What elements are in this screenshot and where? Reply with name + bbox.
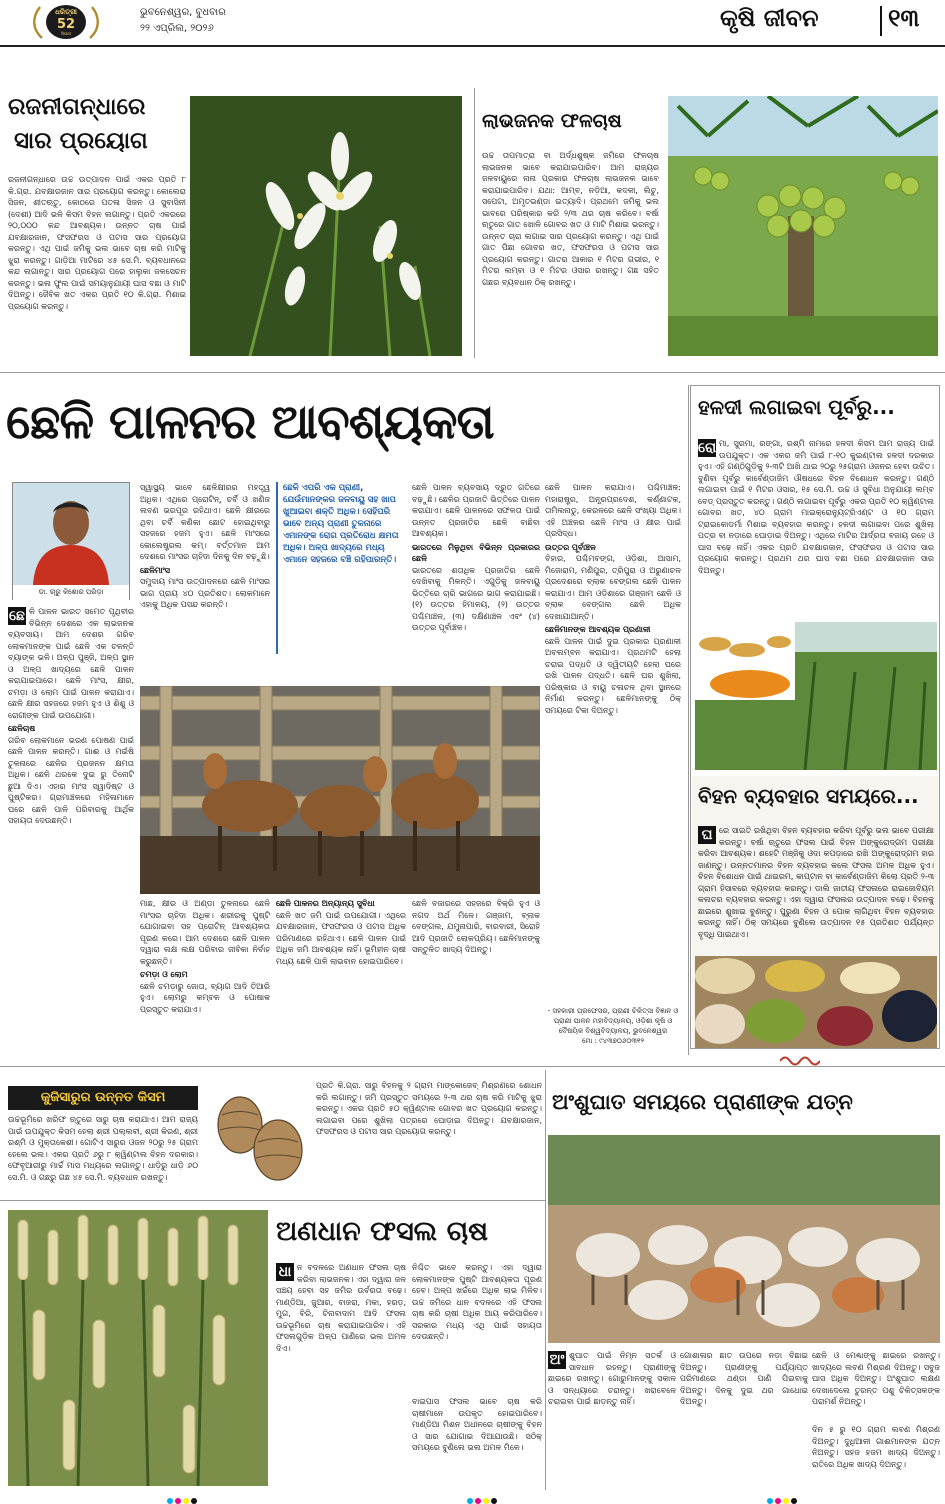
goat-subhead2: ଛେଳିମାଂସ — [140, 565, 170, 575]
millet-col2: ନିଶ୍ଚିତ ଭାବେ କରନ୍ତୁ। ଏହା ଦ୍ୱାରା ଲୋକମାନଙ୍କ ପୁଷ୍ଟି ଆବଶ୍ୟକତା ପୂରଣ ହେବ। ଅଳ୍ପ ଖର୍ଚ୍ଚରେ ଅଧିକ ଲାଭ ମିଳିବ। ଉଚ୍ଚ ଜମିରେ ଧାନ ବଦଳରେ ଏହି ଫସଲ ଚାଷ କରି ଚାଷୀ ଅଧିକ ଆୟ କରିପାରିବେ। ସରକାର ମଧ୍ୟ ଏଥି ପାଇଁ ସହାୟତା ଦେଉଛନ୍ତି। — [412, 1263, 542, 1341]
heat-body: ଶୁଘାତ ପାଇଁ ନିମ୍ନ ସତର୍କ ଓ ସାବଧାନ ରହନ୍ତୁ। ପ୍ରାଣୀଙ୍କୁ ଛାଇରେ ରଖନ୍ତୁ। ଗୋରୁମାନଙ୍କୁ ସକାଳ ଓ ସନ୍ଧ୍ୟାରେ ଚରାନ୍ତୁ। ଖରାବେଳେ ଚରାଇବା ପାଇଁ ଛାଡ଼ନ୍ତୁ ନାହିଁ। — [548, 1351, 676, 1406]
goat-subhead6: ଚମଡ଼ା ଓ ଲୋମ — [140, 970, 188, 979]
goat-subhead4: ଉତ୍ତର ପୂର୍ବାଞ୍ଚଳ — [545, 542, 596, 552]
millet-col1 — [276, 1262, 406, 1490]
goat-col3b: ଭାରତରେ ଶତାଧିକ ପ୍ରଜାତିର ଛେଳି ଦେଖିବାକୁ ମିଳନ୍ତି। ଏଗୁଡ଼ିକୁ ଜଳବାୟୁ ଭିତ୍ତିରେ ଚାରି ଭାଗରେ ଭାଗ କରାଯାଇଛି। (୧) ଉତ୍ତର ହିମାଳୟ, (୨) ଉତ୍ତର ପଶ୍ଚିମାଞ୍ଚଳ, (୩) ଦକ୍ଷିଣାଞ୍ଚଳ ଏବଂ (୪) ଉତ୍ତର ପୂର୍ବାଞ୍ଚଳ। — [412, 565, 540, 632]
seeds-illustration — [695, 956, 937, 1048]
turmeric-illustration — [695, 622, 937, 770]
tuberose-illustration — [190, 96, 462, 356]
masthead-rule — [0, 45, 945, 47]
goat-lower1-text: ମାଛ, କ୍ଷୀର ଓ ଅଣ୍ଡା ତୁଳନାରେ ଛେଳି ମାଂସର ଚାହିଦା ଅଧିକ। ଶରୀରକୁ ପୁଷ୍ଟି ଯୋଗାଇବା ସହ ପ୍ରୋଟିନ୍ ଆବଶ୍ୟକତା ପୂରଣ କରେ। ଆମ ଦେଶରେ ଛେଳି ପାଳନ ଦ୍ୱାରା ଲକ୍ଷ ଲକ୍ଷ ପରିବାର ଜୀବିକା ନିର୍ବାହ କରୁଛନ୍ତି। — [140, 899, 270, 966]
goat-lower3 — [412, 898, 540, 1048]
rajanigandha-title-line1: ରଜନୀଗନ୍ଧାରେ — [8, 94, 146, 120]
goat-col2-text: ସ୍ୱାସ୍ଥ୍ୟ ଭାବେ ଛେଳିକ୍ଷୀରର ମହତ୍ତ୍ୱ ଅଧିକ। ଏଥିରେ ପ୍ରୋଟିନ୍, ଚର୍ବି ଓ ଖଣିଜ ଲବଣ ଭରପୂର ରହିଥାଏ। ଛେଳି କ୍ଷୀରରେ ଥିବା ଚର୍ବି କଣିକା ଛୋଟ ହୋଇଥିବାରୁ ସହଜରେ ହଜମ ହୁଏ। ଛେଳି ମାଂସରେ କୋଲେଷ୍ଟ୍ରଲ କମ୍। ବର୍ତ୍ତମାନ ଆମ ଦେଶରେ ମାଂସର ଚାହିଦା ଦିନକୁ ଦିନ ବଢ଼ୁଛି। — [140, 483, 270, 561]
goat-col2b: ସମୁଦାୟ ମାଂସ ଉତ୍ପାଦନରେ ଛେଳି ମାଂସର ଭାଗ ପ୍ରାୟ ୪୦ ପ୍ରତିଶତ। ଲୋକମାନେ ଏହାକୁ ଅଧିକ ପସନ୍ଦ କରନ୍ତି। — [140, 577, 270, 609]
logo-badge — [30, 3, 102, 41]
taro-photo — [200, 1080, 310, 1190]
millet-illustration — [8, 1210, 268, 1486]
turmeric-photo — [695, 622, 937, 770]
millet-photo — [8, 1210, 268, 1486]
goat-col3 — [412, 482, 540, 682]
turmeric-dropcap: ରୋ — [698, 440, 717, 456]
dateline-city: ଭୁବନେଶ୍ୱର, ବୁଧବାର — [140, 7, 226, 18]
goat-col1b: ଗରିବ ଲୋକମାନେ ଭରଣ ପୋଷଣ ପାଇଁ ଛେଳି ପାଳନ କରନ୍ତି। ଗାଈ ଓ ମଇଁଷି ତୁଳନାରେ ଛେଳିର ପ୍ରଜନନ କ୍ଷମତା ଅଧିକ। ଛେଳି ଥରକେ ଦୁଇ ରୁ ତିନୋଟି ଛୁଆ ଦିଏ। ଏହାର ମାଂସ ସ୍ୱାଦିଷ୍ଟ ଓ ପୁଷ୍ଟିକର। ଗ୍ରାମାଞ୍ଚଳରେ ମହିଳାମାନେ ଘରେ ଛେଳି ପାଳି ପରିବାରକୁ ଆର୍ଥିକ ସହାୟତା ଦେଉଛନ୍ତି। — [8, 735, 134, 825]
section-divider — [880, 6, 882, 36]
heat-col3: ଛେଳି ଓ ମେଣ୍ଢାଙ୍କୁ ଛାଇରେ ରଖନ୍ତୁ। ଖାଦ୍ୟରେ ଲବଣ ମିଶ୍ରଣ ଦିଅନ୍ତୁ। ସବୁଜ ଘାସ ଅଧିକ ଦିଅନ୍ତୁ। ଅଂଶୁଘାତ ଲକ୍ଷଣ ଦେଖାଦେଲେ ତୁରନ୍ତ ପଶୁ ଚିକିତ୍ସକଙ୍କ ପରାମର୍ଶ ନିଅନ୍ତୁ। — [812, 1351, 940, 1406]
heat-col1 — [548, 1350, 676, 1490]
goat-subhead5: ଛେଳିମାନଙ୍କ ଆବଶ୍ୟକ ପ୍ରଣାଳୀ — [545, 625, 651, 634]
turmeric-title: ହଳଦୀ ଲଗାଇବା ପୂର୍ବରୁ... — [698, 395, 895, 419]
heat-col4: ଦିନ ୫ ରୁ ୧୦ ଗ୍ରାମ ଲବଣ ମିଶ୍ରଣ ଦିଅନ୍ତୁ। ଦୁଧିଆଳୀ ଗାଈମାନଙ୍କ ଯତ୍ନ ନିଅନ୍ତୁ। ସହଜ ହଜମ ଖାଦ୍ୟ ଦିଅନ୍ତୁ। ରାତିରେ ଅଧିକ ଖାଦ୍ୟ ଦିଅନ୍ତୁ। — [812, 1425, 940, 1469]
top-column-rule — [474, 88, 475, 358]
tuberose-photo — [190, 96, 462, 356]
goat-lower2-text: ଛେଳି ଖତ ଜମି ପାଇଁ ଉପଯୋଗୀ। ଏଥିରେ ଯବକ୍ଷାରଜାନ, ଫସଫରସ ଓ ପଟାସ ଅଧିକ ପରିମାଣରେ ରହିଥାଏ। ଛେଳି ପାଳନ ପାଇଁ ଅଧିକ ଜମି ଆବଶ୍ୟକ ନାହିଁ। ଭୂମିହୀନ ଚାଷୀ ମଧ୍ୟ ଛେଳି ପାଳି ଲାଭବାନ ହୋଇପାରିବେ। — [276, 910, 406, 966]
goat-subhead1: ଛେଳିଚାଷ — [8, 724, 36, 733]
goat-col4c: ଛେଳି ପାଳନ ପାଇଁ ଦୁଇ ପ୍ରକାର ପ୍ରଣାଳୀ ଅବଲମ୍ବନ କରାଯାଏ। ପ୍ରଥମଟି ହେଲା ଚରାଇ ପଦ୍ଧତି ଓ ଦ୍ୱିତୀୟଟି ହେଲା ଘରେ ରଖି ପାଳନ ପଦ୍ଧତି। ଛେଳି ଘର ଶୁଖିଲା, ପରିଷ୍କାର ଓ ବାୟୁ ଚଳାଚଳ ଥିବା ସ୍ଥାନରେ ନିର୍ମାଣ କରନ୍ତୁ। ଛେଳିମାନଙ୍କୁ ଠିକ୍ ସମୟରେ ଟିକା ଦିଅନ୍ତୁ। — [545, 636, 681, 715]
seed-photo — [695, 956, 937, 1048]
kujisaru-title: କୁଜିସାରୁର ଉନ୍ନତ କିସମ — [40, 1090, 166, 1105]
goat-headline: ଛେଳି ପାଳନର ଆବଶ୍ୟକତା — [6, 394, 494, 450]
heat-col2: ଗୋଶାଳାର ଛାତ ଉପରେ ନଡ଼ା ବିଛାଇ ଦିଅନ୍ତୁ। ପ୍ରାଣୀଙ୍କୁ ପର୍ଯ୍ୟାପ୍ତ ପରିମାଣରେ ଥଣ୍ଡା ପାଣି ପିଇବାକୁ ଦିଅନ୍ତୁ। ଦିନକୁ ଦୁଇ ଥର ଗାଧୋଇ ଦିଅନ୍ତୁ। — [680, 1351, 808, 1406]
goat-byline-text: - ସହକାରୀ ପ୍ରଫେସର, ପ୍ରାଣୀ ଚିକିତ୍ସା ବିଜ୍ଞାନ ଓ ପ୍ରାଣୀ ପାଳନ ମହାବିଦ୍ୟାଳୟ, ଓଡ଼ିଶା କୃଷି ଓ ବୈଷୟିକ ବିଶ୍ୱବିଦ୍ୟାଳୟ, ଭୁବନେଶ୍ୱର — [547, 1007, 679, 1035]
kujisaru-rule — [0, 1200, 545, 1201]
goat-col1-text: ଳି ପାଳନ ଭାରତ ସମେତ ପୃଥିବୀର ବିଭିନ୍ନ ଦେଶରେ ଏକ ଲାଭଜନକ ବ୍ୟବସାୟ। ଆମ ଦେଶର ଗରିବ ଲୋକମାନଙ୍କ ପାଇଁ ଛେଳି ଏକ ଚଳନ୍ତି ବ୍ୟାଙ୍କ ଭଳି। ଅଳ୍ପ ପୁଞ୍ଜି, ଅଳ୍ପ ସ୍ଥାନ ଓ ଅଳ୍ପ ଖାଦ୍ୟରେ ଛେଳି ପାଳନ କରାଯାଇପାରେ। ଛେଳି ମାଂସ, କ୍ଷୀର, ଚମଡ଼ା ଓ ଲୋମ ପାଇଁ ପାଳନ କରାଯାଏ। ଛେଳି କ୍ଷୀର ସହଜରେ ହଜମ ହୁଏ ଓ ଶିଶୁ ଓ ରୋଗୀଙ୍କ ପାଇଁ ଉପଯୋଗୀ। — [8, 607, 134, 720]
goat-lower2 — [276, 898, 406, 1048]
goat-lower3-text: ଛେଳି ବଜାରରେ ସହଜରେ ବିକ୍ରି ହୁଏ ଓ ନଗଦ ଅର୍ଥ ମିଳେ। ଗଞ୍ଜାମ, ବ୍ଲାକ ବେଙ୍ଗଲ, ଯମୁନାପାରି, ବାରବାରୀ, ସିରୋହି ଆଦି ପ୍ରଜାତି ଲୋକପ୍ରିୟ। ଛେଳିମାନଙ୍କୁ ସନ୍ତୁଳିତ ଖାଦ୍ୟ ଦିଅନ୍ତୁ। — [412, 899, 540, 954]
logo-line: ଧରିତ୍ରୀ — [55, 8, 77, 16]
goat-subhead3: ଭାରତରେ ମିଳୁଥିବା ବିଭିନ୍ନ ପ୍ରକାରର ଛେଳି — [412, 542, 540, 563]
heat-title: ଅଂଶୁଘାତ ସମୟରେ ପ୍ରାଣୀଙ୍କ ଯତ୍ନ — [552, 1090, 853, 1114]
middle-section-rule — [0, 1066, 945, 1067]
rajanigandha-body: ରଜନୀଗନ୍ଧାରେ ଉଚ୍ଚ ଉତ୍ପାଦନ ପାଇଁ ଏକର ପ୍ରତି ୮ କି.ଗ୍ରା. ଯବକ୍ଷାରଜାନ ସାର ପ୍ରୟୋଗ କରନ୍ତୁ। କୋଲେରା ସିଜନ, ଶୀତଋତୁ, କୋଠରେ ପତଳା ସିଜନ ଓ ସୁବାସିନୀ (ଦେଶୀ) ଆଦି ଭଳି କିସମ ବିହନ ଲଗାନ୍ତୁ। ପ୍ରତି ଏକରରେ ୨୦,୦୦୦ କନ୍ଦ ଆବଶ୍ୟକ। ଉନ୍ନତ ଚାଷ ପାଇଁ ଯବକ୍ଷାରଜାନ, ଫସଫରସ ଓ ପଟାସ ସାର ପ୍ରୟୋଗ କରନ୍ତୁ। ଏଥି ପାଇଁ ଜମିକୁ ଭଲ ଭାବେ ଚାଷ କରି ମାଟିକୁ ଝୁରା କରନ୍ତୁ। ଗାଡ଼ିଆ ମାଟିରେ ୪୫ ସେ.ମି. ବ୍ୟବଧାନରେ କନ୍ଦ ଲଗାନ୍ତୁ। ସାର ପ୍ରୟୋଗ ପରେ ହାଲୁକା ଜଳସେଚନ କରନ୍ତୁ। ଭଲ ଫୁଲ ପାଇଁ ସମୟାନୁଯାୟୀ ଘାସ ବଛା ଓ ମାଟି ଦିଅନ୍ତୁ। ଜୈବିକ ଖତ ଏକର ପ୍ରତି ୧୦ କି.ଗ୍ରା. ମିଶାଇ ପ୍ରୟୋଗ କରନ୍ତୁ। — [8, 175, 186, 311]
coconut-photo — [668, 96, 938, 356]
rajanigandha-title-line2: ସାର ପ୍ରୟୋଗ — [14, 128, 148, 154]
goat-turmeric-rule — [688, 385, 689, 1055]
fruit-title: ଲାଭଜନକ ଫଳଚାଷ — [482, 110, 622, 132]
cattle-illustration — [548, 1135, 940, 1343]
goat-col2 — [140, 482, 270, 652]
goat-quote-text: ଛେଳି ଏପରି ଏକ ପ୍ରାଣୀ, ଯେଉଁମାନଙ୍କର ଜଳବାୟୁ ସହ ଖାପ ଖୁଆଇବା ଶକ୍ତି ଅଧିକ। ସେହିପରି ଭାବେ ଅନ୍ୟ ପ୍ରାଣୀ ତୁଳନାରେ ଏମାନଙ୍କ ରୋଗ ପ୍ରତିରୋଧ କ୍ଷମତା ଅଧିକ। ଅଳ୍ପ ଖାଦ୍ୟରେ ମଧ୍ୟ ଏମାନେ ସହଜରେ ବଞ୍ଚି ରହିପାରନ୍ତି। — [283, 483, 399, 565]
turmeric-body: ମା, ସୁରମା, ରଙ୍ଗା, ରଶ୍ମି ନାମରେ ହଳଦୀ କିସମ ଆମ ରାଜ୍ୟ ପାଇଁ ଉପଯୁକ୍ତ। ଏକ ଏକର ଜମି ପାଇଁ ୮-୧୦ କୁଇଣ୍ଟାଲ ହଳଦୀ ଦରକାର ହୁଏ। ଏହି ଗଣ୍ଠିଗୁଡ଼ିକୁ ୨-୩ଟି ଆଖି ଥାଇ ୨୦ରୁ ୨୫ଗ୍ରାମ ଓଜନର ହେବା ଉଚିତ। ବୁଣିବା ପୂର୍ବରୁ କାର୍ବେଣ୍ଡାଜିମ ଔଷଧରେ ବିହନ ବିଶୋଧନ କରନ୍ତୁ। ଗଣ୍ଠି ଲଗାଇବା ପାଇଁ ୧ ମିଟର ଓସାର, ୧୫ ସେ.ମି. ଉଚ୍ଚ ଓ ସୁବିଧା ଅନୁଯାୟୀ ଲମ୍ବ ବେଡ୍ ପ୍ରସ୍ତୁତ କରନ୍ତୁ। ଗଣ୍ଠି ଲଗାଇବା ପୂର୍ବରୁ ଏକର ପ୍ରତି ୧୦ କ୍ୱିଣ୍ଟାଲ ଗୋବର ଖତ, ୪୦ ଗ୍ରାମ ମାଇକ୍ରୋନ୍ୟୁଟ୍ରିଏଣ୍ଟ ଓ ୧୦ ଗ୍ରାମ ଟ୍ରାଇକୋଡର୍ମା ମିଶାଇ ବ୍ୟବହାର କରନ୍ତୁ। ହଳଦୀ ଲଗାଇବା ପରେ ଶୁଖିଲା ପତ୍ର ବା ନଡ଼ାରେ ଘୋଡ଼ାଇ ଦିଅନ୍ତୁ। ଏଥିରେ ମାଟିର ଆର୍ଦ୍ରତା ବଜାୟ ରହେ ଓ ଘାସ ବଢ଼େ ନାହିଁ। ଏକର ପ୍ରତି ଯବକ୍ଷାରଜାନ, ଫସଫରସ ଓ ପଟାସ ସାର ପ୍ରୟୋଗ କରନ୍ତୁ। ପ୍ରଥମ ଥର ଘାସ ବଛା ପରେ ଯବକ୍ଷାରଜାନ ସାର ଦିଅନ୍ତୁ। — [698, 439, 934, 575]
seed-body-wrap — [698, 825, 934, 953]
page-number: ୧୩ — [888, 4, 920, 32]
section-title: କୃଷି ଜୀବନ — [720, 4, 819, 32]
dateline-date: ୨୨ ଏପ୍ରିଲ, ୨୦୨୬ — [140, 23, 214, 34]
seed-dropcap: ଘ — [698, 826, 716, 844]
millet-body: ନ ବଦଳରେ ଅଣଧାନ ଫସଲ ଚାଷ କରିବା ଲାଭଜନକ। ଏହା ଦ୍ୱାରା ଜଳ ସଞ୍ଚୟ ହେବା ସହ ଜମିର ଉର୍ବରତା ବଢ଼େ। ମାଣ୍ଡିଆ, ଜୁଆର, ବାଜରା, ମକା, ହରଡ଼, ମୁଗ, ବିରି, ଚିନାବାଦାମ ଆଦି ଫସଲ ଉଚ୍ଚଭୂମିରେ ଚାଷ କରାଯାଇପାରିବ। ଏହି ଫସଲଗୁଡ଼ିକ ଅଳ୍ପ ପାଣିରେ ଭଲ ଅମଳ ଦିଏ। — [276, 1263, 406, 1353]
bottom-column-rule — [545, 1070, 546, 1490]
goat-col1 — [8, 606, 134, 1046]
seed-body: ରେ ସାଇତି ରଖିଥିବା ବିହନ ବ୍ୟବହାର କରିବା ପୂର୍ବରୁ ଭଲ ଭାବେ ପରୀକ୍ଷା କରନ୍ତୁ। ବର୍ଷା ଋତୁରେ ଫସଲ ପାଇଁ ବିହନ ଅଙ୍କୁରୋଦ୍ଗମ ପରୀକ୍ଷା କରିବା ଆବଶ୍ୟକ। ଶହେଟି ମଞ୍ଜିକୁ ଓଦା କପଡ଼ାରେ ରଖି ଅଙ୍କୁରୋଦ୍ଗମ ହାର ଜାଣନ୍ତୁ। ଉନ୍ନତମାନର ବିହନ ବ୍ୟବହାର କଲେ ଫସଲ ଅମଳ ଅଧିକ ହୁଏ। ବିହନ ବିଶୋଧନ ପାଇଁ ଥାଇରମ, କାପ୍ଟାନ ବା କାର୍ବେଣ୍ଡାଜିମ କିଲୋ ପ୍ରତି ୨-୩ ଗ୍ରାମ ହିସାବରେ ବ୍ୟବହାର କରନ୍ତୁ। ଡାଲି ଜାତୀୟ ଫସଲରେ ରାଇଜୋବିୟମ କଲଚର ବ୍ୟବହାର କରନ୍ତୁ। ଏହା ଦ୍ୱାରା ଫସଲର ଉତ୍ପାଦନ ବଢ଼େ। ବିହନକୁ ଛାଇରେ ଶୁଖାଇ ବୁଣନ୍ତୁ। ପୁରୁଣା ବିହନ ଓ ପୋକ ଲାଗିଥିବା ବିହନ ବ୍ୟବହାର କରନ୍ତୁ ନାହିଁ। ଠିକ୍ ସମୟରେ ବୁଣିଲେ ଉତ୍ପାଦନ ୧୫ ପ୍ରତିଶତ ପର୍ଯ୍ୟନ୍ତ ବୃଦ୍ଧି ପାଇଥାଏ। — [698, 826, 934, 939]
goat-col4-text: ଛେଳି ପାଳନ କରାଯାଏ। ପଶ୍ଚିମାଞ୍ଚଳ: ମହାରାଷ୍ଟ୍ର, ଅନ୍ଧ୍ରପ୍ରଦେଶ, କର୍ଣ୍ଣାଟକ, ତାମିଲନାଡୁ, କେରଳରେ ଛେଳି ସଂଖ୍ୟା ଅଧିକ। ଏହି ଅଞ୍ଚଳର ଛେଳି ମାଂସ ଓ କ୍ଷୀର ପାଇଁ ପ୍ରସିଦ୍ଧ। — [545, 483, 681, 538]
goat-col4b: ବିହାର, ପଶ୍ଚିମବଙ୍ଗ, ଓଡ଼ିଶା, ଆସାମ, ମିଜୋରାମ, ମଣିପୁର, ତ୍ରିପୁରା ଓ ଅରୁଣାଚଳ ପ୍ରଦେଶରେ ବ୍ଲାକ ବେଙ୍ଗଲ ଛେଳି ପାଳନ କରାଯାଏ। ଆମ ଓଡ଼ିଶାରେ ଗଞ୍ଜାମ ଛେଳି ଓ ବ୍ଲାକ ବେଙ୍ଗଲ ଛେଳି ଅଧିକ ଦେଖାଯାଆନ୍ତି। — [545, 554, 681, 621]
goat-byline — [545, 1006, 681, 1056]
kujisaru-body2: ପ୍ରତି କି.ଗ୍ରା. ସାରୁ ବିହନକୁ ୨ ଗ୍ରାମ ମାଙ୍କୋଜେବ୍ ମିଶ୍ରଣରେ ଶୋଧନ କରି ଲଗାନ୍ତୁ। ଜମି ପ୍ରସ୍ତୁତ ସମୟରେ ୨-୩ ଥର ଚାଷ କରି ମାଟିକୁ ଝୁରା କରନ୍ତୁ। ଏକର ପ୍ରତି ୫୦ କ୍ୱିଣ୍ଟାଲ ଗୋବର ଖତ ପ୍ରୟୋଗ କରନ୍ତୁ। ଲଗାଇବା ପରେ ଶୁଖିଲା ପତ୍ରରେ ଘୋଡ଼ାଇ ଦିଅନ୍ତୁ। ଯବକ୍ଷାରଜାନ, ଫସଫରସ ଓ ପଟାସ ସାର ପ୍ରୟୋଗ କରନ୍ତୁ। — [316, 1081, 542, 1136]
goat-lower1 — [140, 898, 270, 1048]
millet-col3: ବାଇପାସ ଫସଲ ଭାବେ ଚାଷ କରି ଚାଷୀମାନେ ଉପକୃତ ହୋଇପାରିବେ। ମାଣ୍ଡିଆ ମିଶନ ଅଧୀନରେ ଚାଷୀଙ୍କୁ ବିହନ ଓ ସାର ଯୋଗାଇ ଦିଆଯାଉଛି। ସଠିକ୍ ସମୟରେ ବୁଣିଲେ ଭଲ ଅମଳ ମିଳେ। — [412, 1397, 542, 1452]
kujisaru-banner — [8, 1086, 198, 1110]
seed-title: ବିହନ ବ୍ୟବହାର ସମୟରେ... — [698, 784, 919, 808]
goat-subhead7: ଛେଳି ପାଳନର ଅନ୍ୟାନ୍ୟ ସୁବିଧା — [276, 899, 375, 908]
goat-quote — [276, 482, 406, 654]
author-caption: ଡା. ଚାରୁ କିଶୋର ପରିଡ଼ା — [13, 585, 129, 600]
logo-number: 52 — [56, 17, 76, 32]
kujisaru-body: ଉଚ୍ଚଭୂମିରେ ଖରିଫ ଋତୁରେ ସାରୁ ଚାଷ କରାଯାଏ। ଆମ ରାଜ୍ୟ ପାଇଁ ଉପଯୁକ୍ତ କିସମ ହେଲା ଶ୍ରୀ ପଲ୍ଲବୀ, ଶ୍ରୀ କିରଣ, ଶ୍ରୀ ରଶ୍ମି ଓ ମୁକ୍ତାକେଶୀ। ଗୋଟିଏ ସାରୁର ଓଜନ ୨୦ରୁ ୨୫ ଗ୍ରାମ ହେଲେ ଭଲ। ଏକର ପ୍ରତି ୬ରୁ ୮ କ୍ୱିଣ୍ଟାଲ ବିହନ ଦରକାର। ଫେବୃଆରୀରୁ ମାର୍ଚ୍ଚ ମାସ ମଧ୍ୟରେ ଲଗାନ୍ତୁ। ଧାଡ଼ିରୁ ଧାଡ଼ି ୬୦ ସେ.ମି. ଓ ଗଛରୁ ଗଛ ୪୫ ସେ.ମି. ବ୍ୟବଧାନ ରଖନ୍ତୁ। — [8, 1115, 198, 1182]
taro-illustration — [200, 1080, 310, 1190]
turmeric-body-wrap — [698, 438, 934, 618]
logo-sub: Years — [60, 31, 72, 36]
author-photo — [12, 482, 130, 600]
author-portrait — [13, 483, 129, 585]
goat-photo — [140, 686, 540, 894]
coconut-illustration — [668, 96, 938, 356]
goat-col4 — [545, 482, 681, 1002]
heat-dropcap: ଅଂ — [549, 1352, 565, 1368]
cattle-photo — [548, 1135, 940, 1343]
masthead — [0, 0, 945, 44]
registration-marks-icon — [0, 1495, 945, 1504]
millet-dropcap: ଧା — [276, 1263, 294, 1281]
millet-title: ଅଣଧାନ ଫସଲ ଚାଷ — [276, 1216, 489, 1247]
print-registration-marks — [0, 1492, 945, 1504]
goat-phone: ମୋ : ୯୪୩୭୦୬୦୩୧୨ — [581, 1037, 645, 1045]
goat-lower1b: ଛେଳି ଚମଡ଼ାରୁ ଜୋତା, ବ୍ୟାଗ ଆଦି ତିଆରି ହୁଏ। ଲୋମରୁ କମ୍ବଳ ଓ ପୋଷାକ ପ୍ରସ୍ତୁତ କରାଯାଏ। — [140, 981, 270, 1014]
goat-dropcap: ଛେ — [9, 608, 25, 624]
fruit-body: ଉଚ୍ଚ ତାପମାତ୍ରା ବା ଅର୍ଦ୍ଧଶୁଷ୍କ ଜମିରେ ଫଳଚାଷ ଲାଭଜନକ ଭାବେ କରାଯାଇପାରିବ। ଆମ ରାଜ୍ୟର ଜଳବାୟୁରେ ନାନା ପ୍ରକାର ଫଳଚାଷ ଲାଭଜନକ ଭାବେ କରାଯାଇପାରିବ। ଯଥା: ଆମ୍ବ, ନଡ଼ିଆ, କଦଳୀ, ଲିଚୁ, ସପେଟା, ଅମୃତଭଣ୍ଡା ଇତ୍ୟାଦି। ପ୍ରଥମେ ଜମିକୁ ଭଲ ଭାବରେ ପରିଷ୍କାର କରି ୨/୩ ଥର ଚାଷ କରିବେ। ବର୍ଷା ଋତୁରେ ଗାତ ଖୋଳି ଗୋବର ଖତ ଓ ମାଟି ମିଶାଇ ଭରନ୍ତୁ। ଉନ୍ନତ ଚାରା ଲଗାଇ ସାର ପ୍ରୟୋଗ କରନ୍ତୁ। ଏଥି ପାଇଁ ଗାତ ପିଛା ଗୋବର ଖତ, ଫସଫରସ ଓ ପଟାସ ସାର ପ୍ରୟୋଗ କରନ୍ତୁ। ଗାତର ଆକାର ୧ ମିଟର ଗଭୀର, ୧ ମିଟର ଲମ୍ବା ଓ ୧ ମିଟର ଓସାର ରଖନ୍ତୁ। ଗଛ ସହିତ ଗଛର ବ୍ୟବଧାନ ଠିକ୍ ରଖନ୍ତୁ। — [482, 151, 659, 287]
goat-illustration — [140, 686, 540, 894]
goat-col3-text: ଛେଳି ପାଳନ ବ୍ୟବସାୟ ଦ୍ରୁତ ଗତିରେ ବଢ଼ୁଛି। ଛେଳିର ପ୍ରଜାତି ଭିତ୍ତିରେ ପାଳନ କରାଯାଏ। ଛେଳି ପାଳନରେ ସଫଳତା ପାଇଁ ଉନ୍ନତ ପ୍ରଜାତିର ଛେଳି ବାଛିବା ଆବଶ୍ୟକ। — [412, 483, 540, 538]
top-section-rule — [0, 372, 945, 373]
